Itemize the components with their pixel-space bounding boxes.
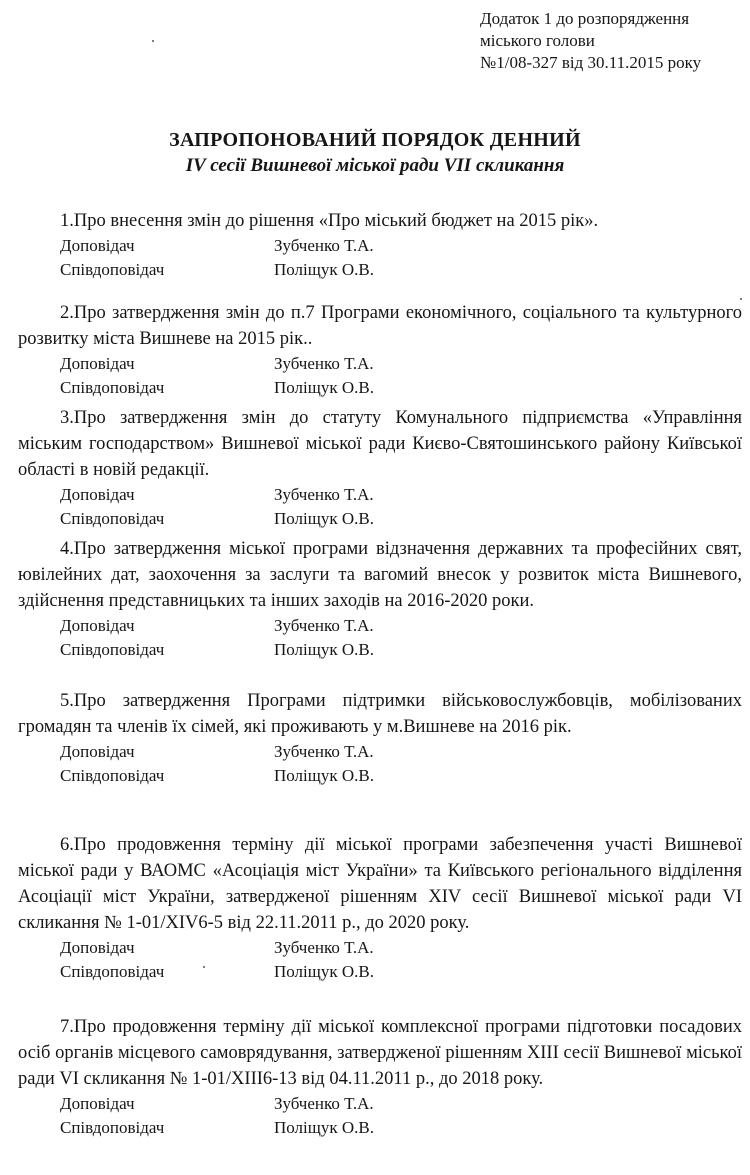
- reporter-label: Доповідач: [60, 485, 135, 504]
- reporter-name: Зубченко Т.А.: [274, 485, 374, 504]
- reporter-name: Зубченко Т.А.: [274, 616, 374, 635]
- reporter-name: Зубченко Т.А.: [274, 236, 374, 255]
- coreporter-name: Поліщук О.В.: [274, 377, 374, 397]
- document-title: ЗАПРОПОНОВАНИЙ ПОРЯДОК ДЕННИЙ: [169, 129, 581, 151]
- agenda-item-3: [18, 405, 742, 530]
- reporter-label: Доповідач: [60, 938, 135, 957]
- coreporter-name: Поліщук О.В.: [274, 508, 374, 528]
- reporter-name: Зубченко Т.А.: [274, 742, 374, 761]
- agenda-item-text: 1.Про внесення змін до рішення «Про міський бюджет на 2015 рік».: [60, 211, 599, 231]
- coreporter-name: Поліщук О.В.: [274, 1117, 374, 1137]
- scan-speck: [152, 40, 154, 42]
- appendix-line: №1/08-327 від 30.11.2015 року: [480, 53, 702, 72]
- coreporter-name: Поліщук О.В.: [274, 765, 374, 785]
- coreporter-label: Співдоповідач: [60, 377, 165, 397]
- reporter-row: [18, 614, 742, 638]
- reporter-name: Зубченко Т.А.: [274, 354, 374, 373]
- agenda-item-text: 2.Про затвердження змін до п.7 Програми економічного, соціального та культурного розвитку міста Вишневе на 2015 рік..: [18, 303, 742, 349]
- appendix-line: міського голови: [480, 31, 595, 50]
- appendix-header: [480, 8, 742, 74]
- agenda-item-2: [18, 300, 742, 399]
- agenda-item-6: [18, 832, 742, 983]
- agenda-item-5: [18, 688, 742, 787]
- reporter-row: [18, 483, 742, 507]
- coreporter-label: Співдоповідач: [60, 259, 165, 279]
- coreporter-row: [18, 507, 742, 531]
- coreporter-row: [18, 1116, 742, 1140]
- coreporter-name: Поліщук О.В.: [274, 639, 374, 659]
- document-subtitle: IV сесії Вишневої міської ради VII скликання: [185, 155, 565, 176]
- coreporter-row: [18, 376, 742, 400]
- coreporter-row: [18, 258, 742, 282]
- reporter-row: [18, 936, 742, 960]
- coreporter-row: [18, 960, 742, 984]
- agenda-item-text: 5.Про затвердження Програми підтримки військовослужбовців, мобілізованих громадян та членів їх сімей, які проживають у м.Вишневе на 2016 рік.: [18, 691, 742, 737]
- appendix-line: Додаток 1 до розпорядження: [480, 9, 690, 28]
- coreporter-name: Поліщук О.В.: [274, 961, 374, 981]
- agenda-item-text: 3.Про затвердження змін до статуту Комунального підприємства «Управління міським господарством» Вишневої міської ради Києво-Святошинського району Київської області в новій редакції.: [18, 408, 742, 480]
- reporter-label: Доповідач: [60, 236, 135, 255]
- reporter-row: [18, 1092, 742, 1116]
- coreporter-label: Співдоповідач: [60, 765, 165, 785]
- reporter-row: [18, 234, 742, 258]
- reporter-label: Доповідач: [60, 616, 135, 635]
- agenda-item-7: [18, 1014, 742, 1139]
- agenda-item-1: [18, 208, 742, 281]
- reporter-row: [18, 740, 742, 764]
- agenda-item-text: 7.Про продовження терміну дії міської комплексної програми підготовки посадових осіб органів місцевого самоврядування, затвердженої рішенням XIII сесії Вишневої міської ради VI скликання № 1-01/XIII6-13 від 04.11.2011 р., до 2018 року.: [18, 1017, 742, 1089]
- reporter-name: Зубченко Т.А.: [274, 938, 374, 957]
- agenda-item-text: 6.Про продовження терміну дії міської програми забезпечення участі Вишневої міської ради у ВАОМС «Асоціація міст України» та Київського регіонального відділення Асоціації міст України, затвердженої рішенням XIV сесії Вишневої міської ради VI скликання № 1-01/XIV6-5 від 22.11.2011 р., до 2020 року.: [18, 835, 742, 933]
- coreporter-label: Співдоповідач: [60, 508, 165, 528]
- coreporter-label: Співдоповідач: [60, 639, 165, 659]
- reporter-label: Доповідач: [60, 1094, 135, 1113]
- coreporter-label: Співдоповідач: [60, 1117, 165, 1137]
- reporter-row: [18, 352, 742, 376]
- reporter-label: Доповідач: [60, 742, 135, 761]
- reporter-name: Зубченко Т.А.: [274, 1094, 374, 1113]
- coreporter-name: Поліщук О.В.: [274, 259, 374, 279]
- coreporter-label: Співдоповідач: [60, 961, 165, 981]
- coreporter-row: [18, 764, 742, 788]
- agenda-item-text: 4.Про затвердження міської програми відзначення державних та професійних свят, ювілейних дат, заохочення за заслуги та вагомий внесок у розвиток міста Вишневого, здійснення представницьких та інших заходів на 2016-2020 роки.: [18, 539, 742, 611]
- agenda-item-4: [18, 536, 742, 661]
- coreporter-row: [18, 638, 742, 662]
- reporter-label: Доповідач: [60, 354, 135, 373]
